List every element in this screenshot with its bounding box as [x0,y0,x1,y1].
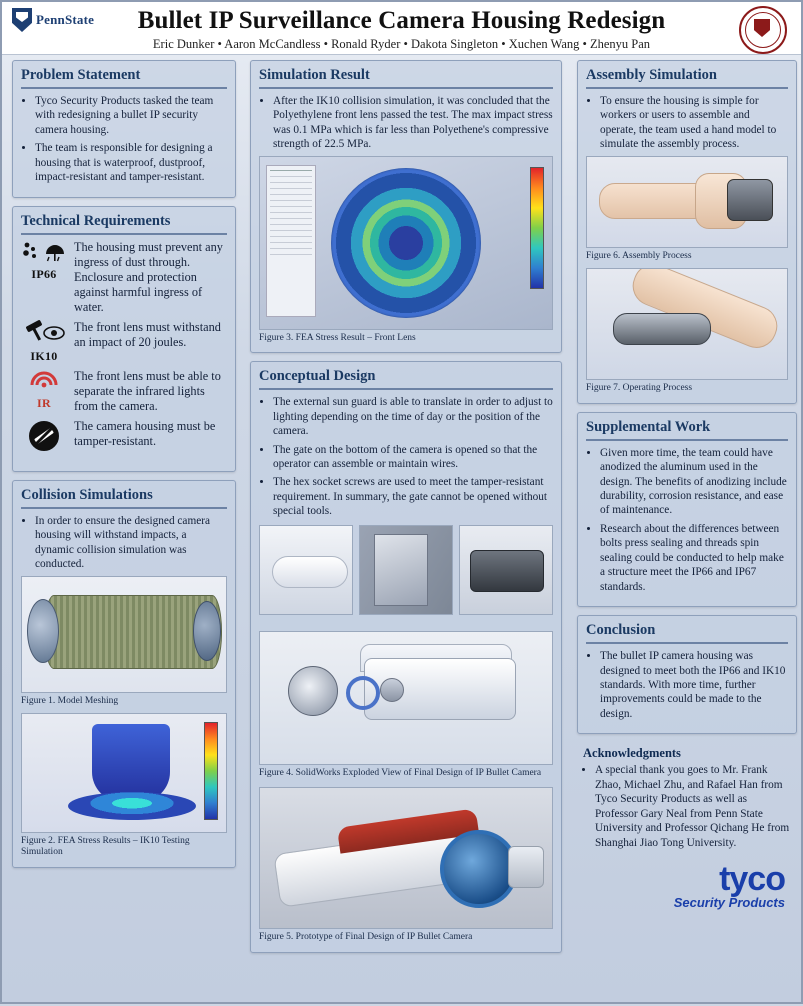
o-ring-shape [346,676,380,710]
requirement-text: The camera housing must be tamper-resistant. [74,418,216,448]
university-seal-icon [739,6,787,54]
list-item: • A special thank you goes to Mr. Frank Zhao, Michael Zhu, and Rafael Han from Tyco Security Products as well as Professor Gary Neal from Penn State University and Professor Qichang He from Shanghai Jiao Tong University. [595,763,791,850]
figure-6-caption: Figure 6. Assembly Process [586,250,692,261]
column-left [12,60,236,876]
fea-front-lens-contour [331,168,481,318]
prototype-mount-shape [508,846,544,888]
impact-hammer-icon [22,320,66,344]
figure-5-image [259,787,553,929]
fastener-shape [380,678,404,702]
simulation-bullets [259,94,553,152]
poster-columns [2,60,803,1006]
conclusion-bullets [586,649,788,721]
section-title-conceptual: Conceptual Design [259,368,553,390]
figure-1-caption: Figure 1. Model Meshing [21,695,119,706]
list-item: • The team is responsible for designing a housing that is waterproof, dustproof, impact-resistant and tamper-resistant. [35,141,227,184]
figure-4-caption: Figure 4. SolidWorks Exploded View of Final Design of IP Bullet Camera [259,767,542,778]
shield-icon [12,8,32,32]
ir-label: IR [37,395,51,410]
prohibited-tools-icon [24,419,64,453]
section-technical-requirements [12,206,236,472]
conceptual-bullets [259,395,553,519]
section-simulation-result [250,60,562,353]
figure-3-image [259,156,553,330]
list-item: • The gate on the bottom of the camera is opened so that the operator can assemble or maintain wires. [273,443,553,472]
requirement-row [21,419,227,458]
concept-render-2 [359,525,453,615]
front-lens-shape [288,666,338,716]
fea-stress-ring-shape [68,792,196,820]
ir-icon [21,369,67,411]
mesh-left-cap-shape [27,599,59,663]
section-title-requirements: Technical Requirements [21,213,227,235]
concept-render-1 [259,525,353,615]
list-item: • Research about the differences between bolts press sealing and threads spin sealing could be conducted to help make a structure meet the IP66 and IP67 standards. [600,522,788,594]
requirement-text: The front lens must be able to separate the infrared lights from the camera. [74,368,221,413]
section-title-supplemental: Supplemental Work [586,419,788,441]
figure-4-image [259,631,553,765]
section-title-assembly: Assembly Simulation [586,67,788,89]
concept-render-3 [459,525,553,615]
penn-state-wordmark: PennState [36,12,95,27]
section-title-problem: Problem Statement [21,67,227,89]
ip66-icon [21,240,67,282]
section-acknowledgments [577,742,797,909]
list-item: • After the IK10 collision simulation, it was concluded that the Polyethylene front lens passed the test. The max impact stress was 0.1 MPa which is far less than Polyethene's compressive strength of 22.5 MPa. [273,94,553,152]
mesh-right-cap-shape [193,601,221,661]
section-supplemental-work [577,412,797,608]
no-tamper-icon [21,419,67,458]
supplemental-bullets [586,446,788,595]
figure-1-image [21,576,227,693]
camera-housing-shape [727,179,773,221]
list-item: • The bullet IP camera housing was designed to meet both the IP66 and IK10 standards. With more time, further improvements could be made to the design. [600,649,788,721]
penn-state-logo [12,8,94,32]
figure-7-image [586,268,788,380]
list-item: • The external sun guard is able to translate in order to adjust to lighting depending on the time of day or the position of the camera. [273,395,553,438]
sponsor-logo [583,860,791,910]
ik10-label: IK10 [30,348,58,363]
list-item: • To ensure the housing is simple for workers or users to assemble and operate, the team used a hand model to simulate the assembly process. [600,94,788,152]
section-title-simulation: Simulation Result [259,67,553,89]
requirement-row [21,320,227,364]
column-right [577,60,797,910]
requirement-text: The front lens must withstand an impact of 20 joules. [74,319,221,349]
poster-header [2,2,801,55]
problem-bullets [21,94,227,185]
list-item: • In order to ensure the designed camera housing will withstand impacts, a dynamic collision simulation was conducted. [35,514,227,572]
ip66-label: IP66 [31,266,57,281]
author-list: Eric Dunker • Aaron McCandless • Ronald Ryder • Dakota Singleton • Xuchen Wang • Zhenyu Pan [152,37,651,51]
camera-housing-shape [613,313,711,345]
list-item: • Given more time, the team could have anodized the aluminum used in the design. The benefits of anodizing include durability, corrosion resistance, and ease of maintenance. [600,446,788,518]
section-problem-statement [12,60,236,198]
section-conclusion [577,615,797,734]
section-assembly-simulation [577,60,797,404]
concept-render-row [259,525,553,615]
assembly-bullets [586,94,788,152]
sponsor-name: tyco [719,860,785,899]
dust-water-icon [22,240,66,262]
fea-tree-panel [266,165,316,317]
requirement-row [21,369,227,414]
section-title-conclusion: Conclusion [586,622,788,644]
sponsor-tagline: Security Products [673,894,785,910]
requirement-row [21,240,227,315]
section-collision-simulations [12,480,236,868]
ik10-icon [21,320,67,364]
acknowledgments-title: Acknowledgments [583,746,681,761]
collision-bullets [21,514,227,572]
page-title: Bullet IP Surveillance Camera Housing Redesign [137,7,666,34]
fea-color-legend [204,722,218,820]
list-item: • Tyco Security Products tasked the team with redesigning a bullet IP security camera housing. [35,94,227,137]
list-item: • The hex socket screws are used to meet the tamper-resistant requirement. In summary, the gate cannot be opened without special tools. [273,475,553,518]
prototype-lens-shape [440,830,518,908]
infrared-waves-icon [22,369,66,391]
requirement-text: The housing must prevent any ingress of dust through. Enclosure and protection against harmful ingress of water. [74,239,223,314]
section-title-collision: Collision Simulations [21,487,227,509]
section-conceptual-design [250,361,562,952]
fea-color-legend [530,167,544,289]
figure-6-image [586,156,788,248]
figure-5-caption: Figure 5. Prototype of Final Design of IP Bullet Camera [259,932,473,943]
figure-7-caption: Figure 7. Operating Process [586,383,693,394]
figure-2-caption: Figure 2. FEA Stress Results – IK10 Testing Simulation [21,835,190,858]
figure-2-image [21,713,227,833]
fea-body-shape [92,724,170,802]
acknowledgments-list [583,763,791,850]
figure-3-caption: Figure 3. FEA Stress Result – Front Lens [259,332,416,343]
column-center [250,60,562,961]
